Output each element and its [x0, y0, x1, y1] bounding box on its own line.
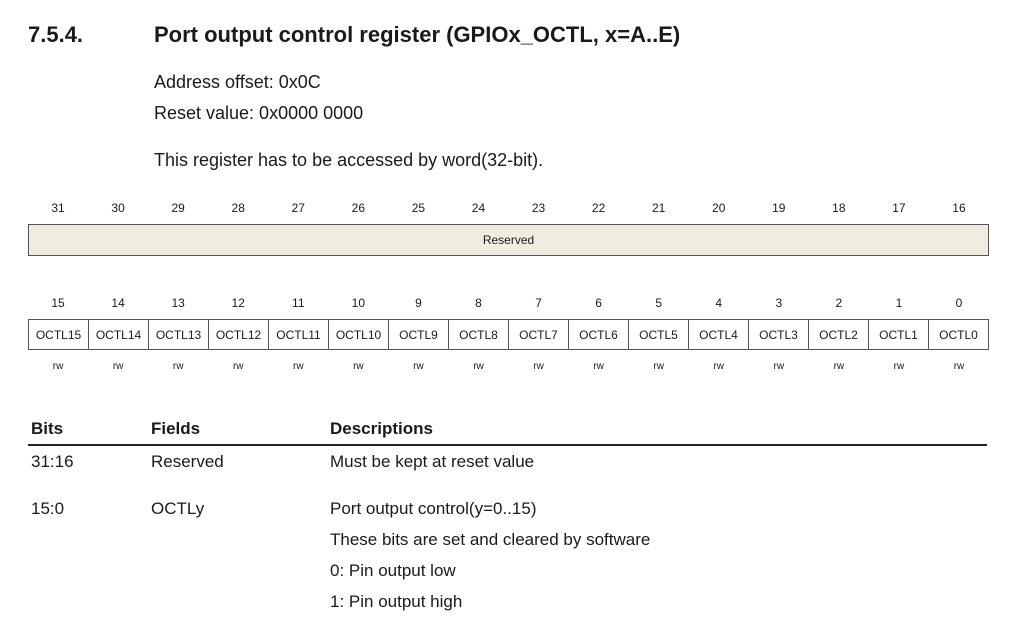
bit-number: 8: [475, 296, 482, 310]
bit-number: 24: [471, 201, 486, 215]
field-cell: OCTL12: [209, 320, 269, 349]
access-type: rw: [293, 361, 304, 372]
row-description: These bits are set and cleared by software: [330, 530, 651, 549]
section-number: 7.5.4.: [28, 22, 84, 47]
access-type-row: [28, 361, 989, 372]
field-cell: OCTL10: [329, 320, 389, 349]
bit-number: 20: [712, 201, 726, 215]
bit-number: 22: [591, 201, 606, 215]
row-description: 0: Pin output low: [330, 561, 456, 580]
bit-number: 31: [51, 201, 65, 215]
bit-number: 12: [231, 296, 245, 310]
bit-number: 7: [535, 296, 542, 310]
access-type: rw: [773, 361, 785, 372]
access-type: rw: [893, 361, 905, 372]
reserved-label: Reserved: [482, 233, 535, 247]
access-type: rw: [473, 361, 484, 372]
row-bits: 31:16: [31, 452, 74, 471]
row-description: 1: Pin output high: [330, 592, 463, 611]
bit-number: 28: [231, 201, 245, 215]
access-type: rw: [593, 361, 604, 372]
field-cell: OCTL2: [809, 320, 869, 349]
field-cell: OCTL9: [389, 320, 449, 349]
row-description: Port output control(y=0..15): [330, 499, 537, 518]
row-field: Reserved: [151, 452, 224, 471]
register-field-row: [28, 319, 989, 350]
access-type: rw: [653, 361, 664, 372]
access-type: rw: [232, 361, 244, 372]
access-type: rw: [52, 361, 64, 372]
bit-number: 0: [955, 296, 963, 310]
access-type: rw: [953, 361, 965, 372]
bit-number: 27: [291, 201, 305, 215]
access-type: rw: [833, 361, 845, 372]
field-cell: OCTL15: [29, 320, 89, 349]
bit-number: 11: [292, 296, 305, 310]
bits-header: Bits: [31, 419, 64, 438]
bit-number: 19: [772, 201, 786, 215]
access-type: rw: [112, 361, 124, 372]
field-cell: OCTL6: [569, 320, 629, 349]
access-type: rw: [533, 361, 544, 372]
row-bits: 15:0: [31, 499, 65, 518]
lower-bit-numbers: [28, 296, 989, 310]
field-cell: OCTL11: [269, 320, 329, 349]
section-title: Port output control register (GPIOx_OCTL, x=A..E): [154, 22, 681, 47]
bit-number: 4: [715, 296, 723, 310]
field-cell: OCTL0: [939, 327, 978, 342]
access-type: rw: [413, 361, 424, 372]
access-type: rw: [172, 361, 184, 372]
bit-number: 5: [655, 296, 662, 310]
field-cell: OCTL1: [869, 320, 929, 349]
upper-bit-numbers: [28, 201, 989, 215]
field-cell: OCTL4: [689, 320, 749, 349]
bit-number: 2: [835, 296, 843, 310]
access-type: rw: [353, 361, 364, 372]
bit-number: 1: [895, 296, 903, 310]
address-offset: Address offset: 0x0C: [154, 72, 321, 92]
bit-number: 9: [415, 296, 422, 310]
bit-number: 26: [351, 201, 366, 215]
bit-number: 13: [171, 296, 185, 310]
bit-number: 23: [531, 201, 546, 215]
field-cell: OCTL7: [509, 320, 569, 349]
bit-number: 18: [832, 201, 846, 215]
descriptions-header: Descriptions: [330, 419, 433, 438]
field-cell: OCTL13: [149, 320, 209, 349]
bit-number: 10: [351, 296, 366, 310]
bit-number: 25: [411, 201, 426, 215]
reserved-field: [28, 224, 989, 256]
header-rule: [28, 444, 987, 446]
row-description: Must be kept at reset value: [330, 452, 535, 471]
field-cell: OCTL3: [749, 320, 809, 349]
bit-number: 16: [952, 201, 966, 215]
bit-number: 17: [892, 201, 906, 215]
field-cell: OCTL14: [89, 320, 149, 349]
bit-number: 21: [651, 201, 666, 215]
bit-number: 15: [51, 296, 65, 310]
access-type: rw: [713, 361, 724, 372]
bit-number: 6: [595, 296, 602, 310]
bit-number: 3: [775, 296, 783, 310]
fields-header: Fields: [151, 419, 201, 438]
bit-number: 30: [111, 201, 125, 215]
access-note: This register has to be accessed by word(32-bit).: [154, 150, 544, 170]
reset-value: Reset value: 0x0000 0000: [154, 103, 364, 123]
bit-number: 29: [171, 201, 185, 215]
field-cell: OCTL8: [449, 320, 509, 349]
row-field: OCTLy: [151, 499, 205, 518]
field-cell: OCTL5: [629, 320, 689, 349]
bit-number: 14: [111, 296, 125, 310]
